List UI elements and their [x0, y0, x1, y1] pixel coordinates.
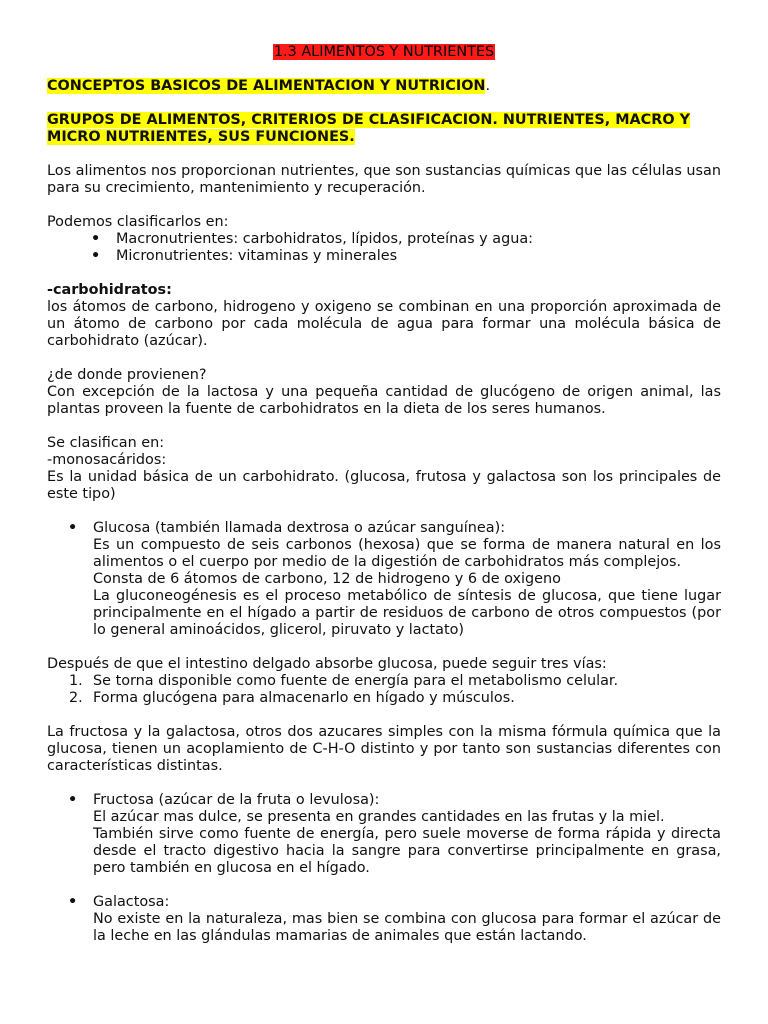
- list-item: [47, 690, 721, 707]
- list-item-galactose: [47, 894, 721, 945]
- list-number: 2.: [69, 690, 83, 706]
- spacer: [47, 639, 721, 656]
- carbs-paragraph: los átomos de carbono, hidrogeno y oxigeno se combinan en una proporción aproximada de un átomo de carbono por cada molécula de agua para formar una molécula básica de carbohidrato (azúcar).: [47, 299, 721, 349]
- list-item: [47, 673, 721, 690]
- heading-grupos-text: GRUPOS DE ALIMENTOS, CRITERIOS DE CLASIFICACION. NUTRIENTES, MACRO Y MICRO NUTRIENTES, SUS FUNCIONES.: [47, 112, 690, 145]
- spacer: [47, 350, 721, 367]
- fructose-desc: El azúcar mas dulce, se presenta en grandes cantidades en las frutas y la miel.: [93, 809, 665, 825]
- spacer: [47, 146, 721, 163]
- glucose-title: Glucosa (también llamada dextrosa o azúcar sanguínea):: [93, 520, 506, 536]
- bullet-marker: •: [68, 520, 78, 536]
- spacer: [47, 418, 721, 435]
- origin-question: ¿de donde provienen?: [47, 367, 207, 383]
- spacer: [47, 265, 721, 282]
- carbs-heading: -carbohidratos:: [47, 282, 172, 298]
- fructose-energy: También sirve como fuente de energía, pero suele moverse de forma rápida y directa desde el tracto digestivo hacia la sangre para convertirse principalmente en grasa, pero también en glucosa en el hígado.: [93, 826, 721, 876]
- bullet-marker: •: [68, 792, 78, 808]
- galactose-title: Galactosa:: [93, 894, 170, 910]
- list-item-text: Forma glucógena para almacenarlo en hígado y músculos.: [93, 690, 515, 706]
- list-item: • Micronutrientes: vitaminas y minerales: [47, 248, 721, 265]
- heading-conceptos: [47, 78, 721, 95]
- glucose-atoms: Consta de 6 átomos de carbono, 12 de hidrogeno y 6 de oxigeno: [93, 571, 561, 587]
- heading-conceptos-period: .: [485, 78, 491, 94]
- spacer: [47, 95, 721, 112]
- absorb-paragraph: Después de que el intestino delgado absorbe glucosa, puede seguir tres vías:: [47, 656, 607, 672]
- list-item: • Macronutrientes: carbohidratos, lípidos, proteínas y agua:: [47, 231, 721, 248]
- bullet-marker: •: [68, 894, 78, 910]
- spacer: [47, 775, 721, 792]
- mono-paragraph: Es la unidad básica de un carbohidrato. (glucosa, frutosa y galactosa son los principales de este tipo): [47, 469, 721, 502]
- list-number: 1.: [69, 673, 83, 689]
- classified-label: Se clasifican en:: [47, 435, 165, 451]
- heading-conceptos-text: CONCEPTOS BASICOS DE ALIMENTACION Y NUTRICION: [47, 78, 486, 94]
- fructose-list: [47, 792, 721, 877]
- mono-label: -monosacáridos:: [47, 452, 167, 468]
- list-item-glucose: [47, 520, 721, 639]
- spacer: [47, 503, 721, 520]
- fructose-intro-paragraph: La fructosa y la galactosa, otros dos azucares simples con la misma fórmula química que la glucosa, tienen un acoplamiento de C-H-O distinto y por tanto son sustancias diferentes con características distintas.: [47, 724, 721, 774]
- classify-label: Podemos clasificarlos en:: [47, 214, 229, 230]
- fructose-title: Fructosa (azúcar de la fruta o levulosa):: [93, 792, 380, 808]
- spacer: [47, 877, 721, 894]
- absorb-list: [47, 673, 721, 707]
- galactose-list: [47, 894, 721, 945]
- glucose-desc: Es un compuesto de seis carbonos (hexosa) que se forma de manera natural en los alimentos o el cuerpo por medio de la digestión de carbohidratos más complejos.: [93, 537, 721, 570]
- spacer: [47, 197, 721, 214]
- document-title: 1.3 ALIMENTOS Y NUTRIENTES: [273, 44, 495, 60]
- list-item-fructose: [47, 792, 721, 877]
- classify-list: [47, 231, 721, 265]
- galactose-desc: No existe en la naturaleza, mas bien se combina con glucosa para formar el azúcar de la leche en las glándulas mamarias de animales que están lactando.: [93, 911, 721, 944]
- intro-paragraph: Los alimentos nos proporcionan nutrientes, que son sustancias químicas que las células usan para su crecimiento, mantenimiento y recuperación.: [47, 163, 721, 196]
- title-row: [47, 44, 721, 61]
- list-item-text: Se torna disponible como fuente de energía para el metabolismo celular.: [93, 673, 619, 689]
- glucose-list: [47, 520, 721, 639]
- gluconeogenesis-text: La gluconeogénesis es el proceso metabólico de síntesis de glucosa, que tiene lugar principalmente en el hígado a partir de residuos de carbono de otros compuestos (por lo general aminoácidos, glicerol, piruvato y lactato): [93, 588, 721, 638]
- origin-paragraph: Con excepción de la lactosa y una pequeña cantidad de glucógeno de origen animal, las plantas proveen la fuente de carbohidratos en la dieta de los seres humanos.: [47, 384, 721, 417]
- heading-grupos: [47, 112, 721, 146]
- spacer: [47, 707, 721, 724]
